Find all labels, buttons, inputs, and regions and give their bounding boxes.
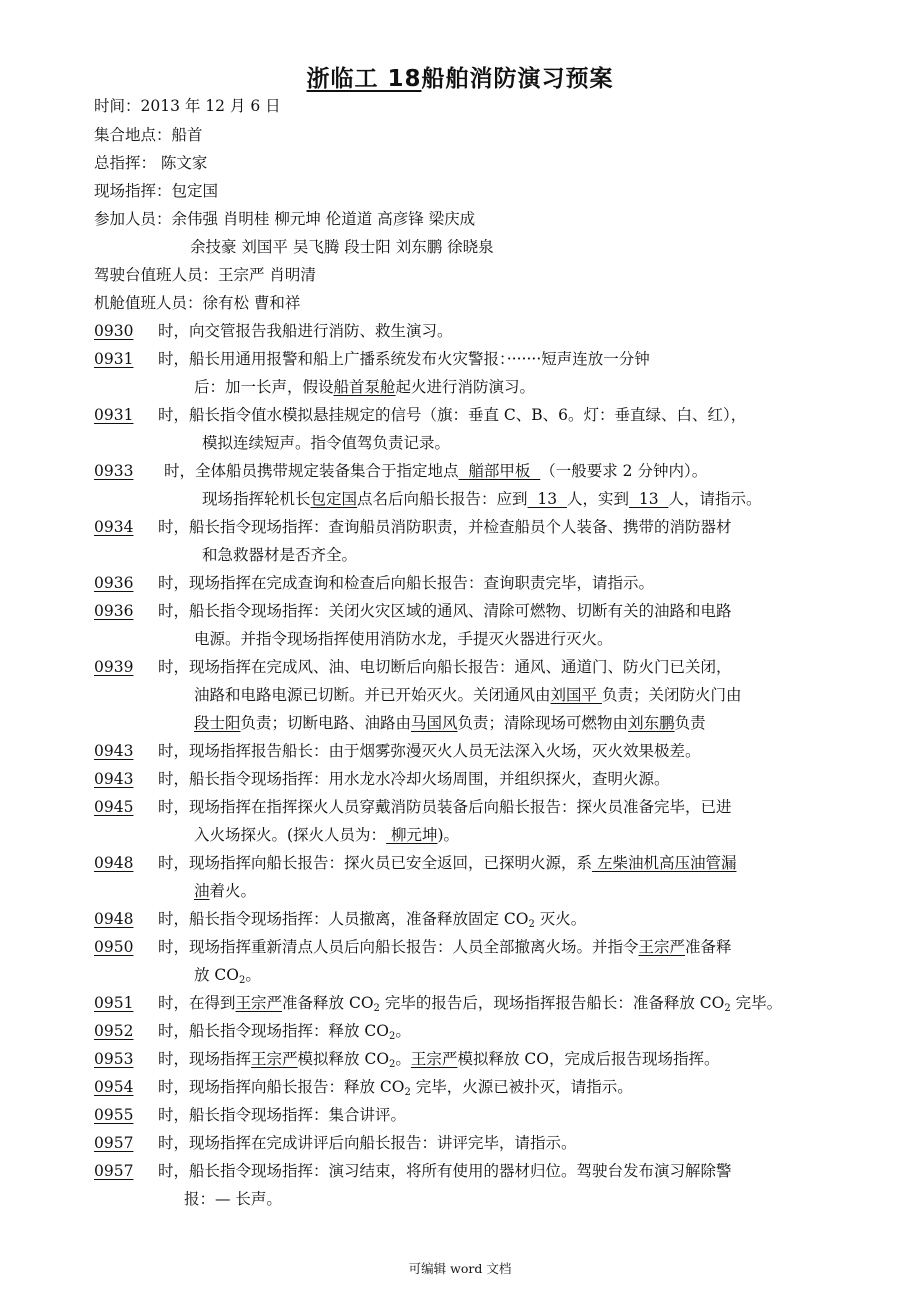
step-text: 人，实到 [566,490,629,508]
step-text: 时，船长指令现场指挥：人员撤离，准备释放固定 CO [158,910,529,928]
title-text: 船舶消防演习预案 [421,66,614,92]
meta-engine-watch: 机舱值班人员：徐有松 曹和祥 [94,294,301,312]
step-time: 0945 [94,798,134,816]
drill-step [94,517,732,537]
drill-step [94,573,654,593]
meta-site-commander: 现场指挥：包定国 [94,182,219,200]
step-text: 时，向交管报告我船进行消防、救生演习。 [158,322,453,340]
step-text: 。 [395,1050,411,1068]
step-text: 负责 [674,714,706,732]
step-time: 0954 [94,1078,134,1096]
step-text: 时，船长指令现场指挥：释放 CO [158,1022,389,1040]
step-time: 0953 [94,1050,134,1068]
responsible-person: 段士阳 [194,714,241,732]
drill-step [94,741,701,761]
drill-step [94,601,732,621]
step-time: 0934 [94,518,134,536]
step-time: 0951 [94,994,134,1012]
step-text: 时，现场指挥重新清点人员后向船长报告：人员全部撤离火场。并指令 [158,938,639,956]
expected-count: 13 [527,490,567,508]
step-text: 负责；切断电路、油路由 [240,714,412,732]
step-text: 现场指挥轮机长 [202,490,311,508]
co2-subscript: 2 [528,919,535,930]
meta-place: 集合地点：船首 [94,126,203,144]
step-text: 时，船长指令值水模拟悬挂规定的信号（旗：垂直 C、B、6。灯：垂直绿、白、红）， [158,406,747,424]
responsible-person: 刘国平 [550,686,602,704]
step-text: 时，在得到 [158,994,236,1012]
step-text: 时，现场指挥在完成讲评后向船长报告：讲评完毕，请指示。 [158,1134,577,1152]
step-text: 时，船长用通用报警和船上广播系统发布火灾警报：·······短声连放一分钟 [158,350,650,368]
meta-chief: 总指挥： 陈文家 [94,154,208,172]
step-continuation: 电源。并指令现场指挥使用消防水龙，手提灭火器进行灭火。 [194,630,613,648]
step-text: 时，现场指挥在完成风、油、电切断后向船长报告：通风、通道门、防火门已关闭， [158,658,732,676]
title-ship-name: 浙临工 18 [306,66,422,92]
drill-step [94,909,586,929]
step-text: 时，船长指令现场指挥：用水龙水冷却火场周围，并组织探火，查明火源。 [158,770,670,788]
step-time: 0948 [94,910,134,928]
step-time: 0943 [94,770,134,788]
fire-scout-name: 柳元坤 [386,826,438,844]
step-text: ，完成后报告现场指挥。 [548,1050,720,1068]
step-continuation [194,881,256,901]
actual-count: 13 [629,490,669,508]
step-time: 0957 [94,1162,134,1180]
co2-subscript: 2 [373,1003,380,1014]
responsible-person: 马国风 [411,714,458,732]
drill-step [94,1021,411,1041]
step-text: 模拟释放 CO [457,1050,549,1068]
step-text: 完毕。 [730,994,783,1012]
meta-bridge-watch: 驾驶台值班人员：王宗严 肖明清 [94,266,316,284]
co2-subscript: 2 [239,975,246,986]
step-time: 0936 [94,602,134,620]
step-text: 完毕的报告后，现场指挥报告船长：准备释放 CO [379,994,725,1012]
step-time: 0948 [94,854,134,872]
drill-step [94,797,732,817]
step-time: 0931 [94,350,134,368]
step-continuation: 模拟连续短声。指令值驾负责记录。 [202,434,451,452]
step-text: 时，现场指挥向船长报告：释放 CO [158,1078,405,1096]
step-continuation: 和急救器材是否齐全。 [202,546,358,564]
step-text: 入火场探火。(探火人员为： [194,826,387,844]
drill-step [94,937,732,957]
step-text: 负责；清除现场可燃物由 [457,714,629,732]
step-continuation: 报：— 长声。 [184,1190,282,1208]
drill-step [94,321,453,341]
drill-step [94,1105,406,1125]
step-continuation [194,377,535,397]
drill-step [94,1049,719,1069]
step-text: 后：加一长声，假设 [194,378,334,396]
step-text: 模拟释放 CO [297,1050,390,1068]
step-text: 负责；关闭防火门由 [601,686,742,704]
step-time: 0931 [94,406,134,424]
drill-step [94,1161,732,1181]
drill-step [94,349,650,369]
step-time: 0950 [94,938,134,956]
co2-subscript: 2 [404,1087,411,1098]
drill-step [94,1133,577,1153]
step-continuation [202,489,761,509]
drill-step [94,853,736,873]
step-text: 点名后向船长报告：应到 [357,490,528,508]
operator-name: 王宗严 [638,938,686,956]
step-time: 0952 [94,1022,134,1040]
step-continuation [194,685,741,705]
step-text: 时，船长指令现场指挥：集合讲评。 [158,1106,407,1124]
step-time: 0933 [94,462,134,480]
step-text: 人，请指示。 [668,490,762,508]
step-text: 时，现场指挥在完成查询和检查后向船长报告：查询职责完毕，请指示。 [158,574,655,592]
commander-name: 包定国 [310,490,358,508]
operator-name: 王宗严 [251,1050,298,1068]
operator-name: 王宗严 [410,1050,458,1068]
step-text: 时，全体船员携带规定装备集合于指定地点 [164,462,459,480]
step-text: 时，船长指令现场指挥：演习结束，将所有使用的器材归位。驾驶台发布演习解除警 [158,1162,732,1180]
step-time: 0936 [94,574,134,592]
step-text: 时，现场指挥 [158,1050,252,1068]
responsible-person: 刘东鹏 [628,714,675,732]
document-title [0,60,920,93]
assembly-point: 艏部甲板 [458,462,541,480]
step-continuation [194,965,261,985]
fire-source: 油 [194,882,210,900]
drill-step [94,461,707,481]
step-text: 时，船长指令现场指挥：查询船员消防职责，并检查船员个人装备、携带的消防器材 [158,518,732,536]
co2-subscript: 2 [389,1059,396,1070]
step-time: 0957 [94,1134,134,1152]
step-text: 灭火。 [534,910,587,928]
step-text: 放 CO [194,966,239,984]
meta-participants-line1: 参加人员：余伟强 肖明桂 柳元坤 伦道道 高彦锋 梁庆成 [94,210,476,228]
step-text: 完毕，火源已被扑灭，请指示。 [410,1078,633,1096]
step-text: 准备释放 CO [282,994,374,1012]
step-text: （一般要求 2 分钟内）。 [540,462,708,480]
step-text: 。 [395,1022,411,1040]
step-continuation [194,825,459,845]
step-text: )。 [437,826,460,844]
meta-time: 时间：2013 年 12 月 6 日 [94,97,281,115]
step-text: 。 [245,966,261,984]
drill-step [94,993,782,1013]
step-text: 时，现场指挥向船长报告：探火员已安全返回，已探明火源，系 [158,854,593,872]
step-continuation [194,713,706,733]
drill-step [94,769,670,789]
step-text: 时，现场指挥报告船长：由于烟雾弥漫灭火人员无法深入火场，灭火效果极差。 [158,742,701,760]
step-text: 时，船长指令现场指挥：关闭火灾区域的通风、清除可燃物、切断有关的油路和电路 [158,602,732,620]
co2-subscript: 2 [389,1031,396,1042]
step-text: 着火。 [209,882,257,900]
meta-participants-line2: 余技豪 刘国平 吴飞腾 段士阳 刘东鹏 徐晓泉 [190,238,494,256]
drill-step [94,405,746,425]
page-footer: 可编辑 word 文档 [408,1261,512,1276]
operator-name: 王宗严 [235,994,283,1012]
step-time: 0939 [94,658,134,676]
step-text: 油路和电路电源已切断。并已开始灭火。关闭通风由 [194,686,551,704]
step-time: 0930 [94,322,134,340]
fire-source: 左柴油机高压油管漏 [592,854,737,872]
step-text: 起火进行消防演习。 [395,378,536,396]
step-text: 时，现场指挥在指挥探火人员穿戴消防员装备后向船长报告：探火员准备完毕，已进 [158,798,732,816]
co2-subscript: 2 [724,1003,731,1014]
step-time: 0955 [94,1106,134,1124]
drill-step [94,657,732,677]
step-time: 0943 [94,742,134,760]
step-text: 准备释 [685,938,732,956]
fire-location: 船首泵舱 [333,378,396,396]
drill-step [94,1077,633,1097]
